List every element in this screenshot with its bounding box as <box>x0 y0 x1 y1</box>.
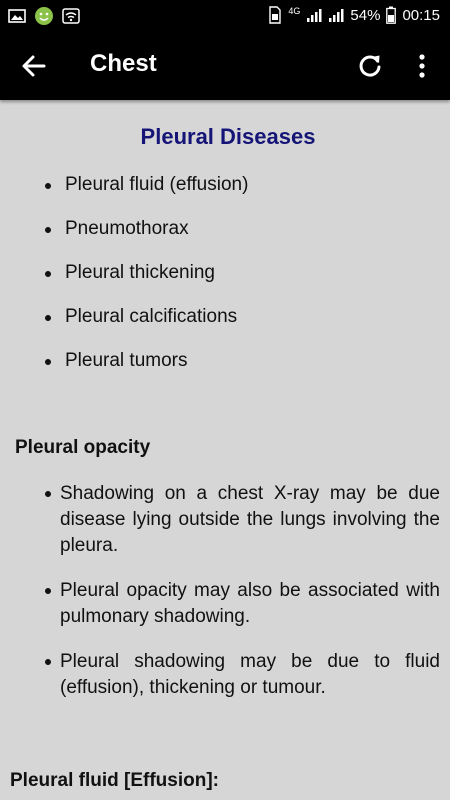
network-type: 4G <box>288 6 301 16</box>
back-arrow-icon[interactable] <box>20 52 48 80</box>
app-title: Chest <box>90 50 157 77</box>
list-item: Pneumothorax <box>0 214 248 258</box>
list-item: Pleural tumors <box>0 346 248 390</box>
article-content <box>0 100 450 800</box>
app-notification-icon <box>34 6 54 26</box>
wifi-notification-icon <box>62 8 80 24</box>
app-bar <box>0 32 450 100</box>
pleural-opacity-heading: Pleural opacity <box>15 437 151 458</box>
gallery-notification-icon <box>8 8 26 24</box>
status-right <box>268 6 440 24</box>
refresh-icon[interactable] <box>356 52 384 80</box>
pleural-opacity-list <box>0 481 450 720</box>
list-item: Pleural opacity may also be associated with pulmonary shadowing. <box>60 578 440 630</box>
battery-icon <box>386 6 396 24</box>
clock: 00:15 <box>402 6 440 24</box>
list-item: Shadowing on a chest X-ray may be due disease lying outside the lungs involving the pleura. <box>60 481 440 559</box>
sim-icon <box>268 6 282 24</box>
signal-icon <box>306 7 322 23</box>
signal-icon-2 <box>328 7 344 23</box>
list-item: Pleural calcifications <box>0 302 248 346</box>
battery-percent: 54% <box>350 6 381 24</box>
status-bar <box>0 0 450 32</box>
more-options-icon[interactable] <box>410 52 434 80</box>
list-item: Pleural shadowing may be due to fluid (effusion), thickening or tumour. <box>60 649 440 701</box>
status-left-icons <box>8 6 80 26</box>
list-item: Pleural thickening <box>0 258 248 302</box>
list-item: Pleural fluid (effusion) <box>0 170 248 214</box>
pleural-fluid-heading: Pleural fluid [Effusion]: <box>10 770 219 791</box>
section-heading: Pleural Diseases <box>140 124 316 149</box>
disease-list <box>0 170 248 390</box>
